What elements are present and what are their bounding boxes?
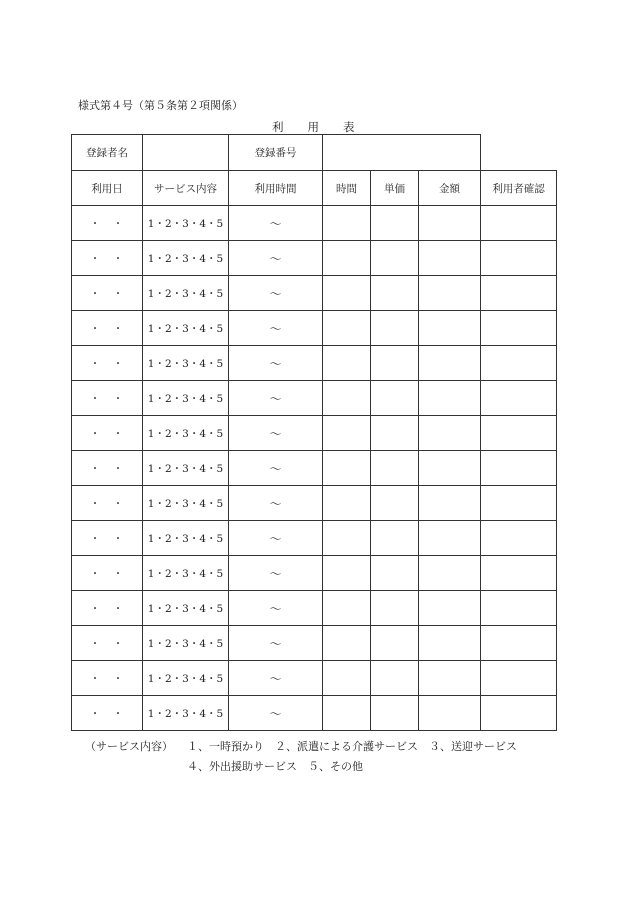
form-number: 様式第４号（第５条第２項関係） [78, 99, 243, 112]
usage-table [71, 134, 557, 731]
header-amount: 金額 [419, 171, 481, 206]
hours-cell[interactable] [323, 661, 371, 696]
table-row [72, 486, 557, 521]
hours-cell[interactable] [323, 276, 371, 311]
hours-cell[interactable] [323, 381, 371, 416]
usage-time-cell[interactable]: ～ [229, 696, 323, 731]
usage-date-cell[interactable]: ・ ・ [72, 241, 143, 276]
user-confirmation-cell[interactable] [481, 696, 557, 731]
unit-price-cell[interactable] [371, 626, 419, 661]
usage-date-cell[interactable]: ・ ・ [72, 486, 143, 521]
unit-price-cell[interactable] [371, 311, 419, 346]
unit-price-cell[interactable] [371, 381, 419, 416]
usage-date-cell[interactable]: ・ ・ [72, 346, 143, 381]
amount-cell[interactable] [419, 451, 481, 486]
hours-cell[interactable] [323, 311, 371, 346]
unit-price-cell[interactable] [371, 521, 419, 556]
service-content-cell[interactable]: 1・2・3・4・5 [143, 661, 229, 696]
amount-cell[interactable] [419, 626, 481, 661]
amount-cell[interactable] [419, 311, 481, 346]
service-content-cell[interactable]: 1・2・3・4・5 [143, 276, 229, 311]
table-row [72, 206, 557, 241]
amount-cell[interactable] [419, 521, 481, 556]
hours-cell[interactable] [323, 451, 371, 486]
user-confirmation-cell[interactable] [481, 311, 557, 346]
amount-cell[interactable] [419, 276, 481, 311]
user-confirmation-cell[interactable] [481, 206, 557, 241]
usage-date-cell[interactable]: ・ ・ [72, 276, 143, 311]
header-user-confirmation: 利用者確認 [481, 171, 557, 206]
usage-date-cell[interactable]: ・ ・ [72, 451, 143, 486]
unit-price-cell[interactable] [371, 241, 419, 276]
service-content-cell[interactable]: 1・2・3・4・5 [143, 311, 229, 346]
header-usage-time: 利用時間 [229, 171, 323, 206]
registration-row [72, 135, 557, 171]
unit-price-cell[interactable] [371, 696, 419, 731]
usage-time-cell[interactable]: ～ [229, 381, 323, 416]
user-confirmation-cell[interactable] [481, 556, 557, 591]
usage-time-cell[interactable]: ～ [229, 346, 323, 381]
table-row [72, 521, 557, 556]
usage-time-cell[interactable]: ～ [229, 206, 323, 241]
hours-cell[interactable] [323, 591, 371, 626]
table-row [72, 451, 557, 486]
service-content-cell[interactable]: 1・2・3・4・5 [143, 696, 229, 731]
unit-price-cell[interactable] [371, 416, 419, 451]
unit-price-cell[interactable] [371, 661, 419, 696]
hours-cell[interactable] [323, 556, 371, 591]
service-note-label: （サービス内容） [85, 740, 173, 753]
user-confirmation-cell[interactable] [481, 591, 557, 626]
usage-time-cell[interactable]: ～ [229, 311, 323, 346]
usage-time-cell[interactable]: ～ [229, 241, 323, 276]
usage-time-cell[interactable]: ～ [229, 661, 323, 696]
service-content-cell[interactable]: 1・2・3・4・5 [143, 416, 229, 451]
service-content-cell[interactable]: 1・2・3・4・5 [143, 591, 229, 626]
usage-date-cell[interactable]: ・ ・ [72, 626, 143, 661]
usage-time-cell[interactable]: ～ [229, 591, 323, 626]
usage-time-cell[interactable]: ～ [229, 556, 323, 591]
amount-cell[interactable] [419, 206, 481, 241]
user-confirmation-cell[interactable] [481, 276, 557, 311]
registration-number-label: 登録番号 [229, 135, 323, 171]
header-usage-date: 利用日 [72, 171, 143, 206]
table-row [72, 661, 557, 696]
service-content-cell[interactable]: 1・2・3・4・5 [143, 486, 229, 521]
registration-number-field[interactable] [323, 135, 481, 171]
usage-date-cell[interactable]: ・ ・ [72, 661, 143, 696]
service-content-cell[interactable]: 1・2・3・4・5 [143, 206, 229, 241]
usage-date-cell[interactable]: ・ ・ [72, 416, 143, 451]
unit-price-cell[interactable] [371, 591, 419, 626]
unit-price-cell[interactable] [371, 276, 419, 311]
user-confirmation-cell[interactable] [481, 346, 557, 381]
user-confirmation-cell[interactable] [481, 486, 557, 521]
unit-price-cell[interactable] [371, 556, 419, 591]
hours-cell[interactable] [323, 486, 371, 521]
hours-cell[interactable] [323, 696, 371, 731]
header-service-content: サービス内容 [143, 171, 229, 206]
table-row [72, 381, 557, 416]
usage-time-cell[interactable]: ～ [229, 451, 323, 486]
usage-date-cell[interactable]: ・ ・ [72, 206, 143, 241]
unit-price-cell[interactable] [371, 346, 419, 381]
user-confirmation-cell[interactable] [481, 626, 557, 661]
unit-price-cell[interactable] [371, 451, 419, 486]
amount-cell[interactable] [419, 241, 481, 276]
registrant-name-label: 登録者名 [72, 135, 143, 171]
table-row [72, 276, 557, 311]
blank-cell [481, 135, 557, 171]
table-row [72, 591, 557, 626]
service-content-cell[interactable]: 1・2・3・4・5 [143, 626, 229, 661]
usage-date-cell[interactable]: ・ ・ [72, 521, 143, 556]
unit-price-cell[interactable] [371, 206, 419, 241]
registrant-name-field[interactable] [143, 135, 229, 171]
service-note-line-2: ４、外出援助サービス ５、その他 [187, 760, 363, 773]
usage-date-cell[interactable]: ・ ・ [72, 556, 143, 591]
service-content-cell[interactable]: 1・2・3・4・5 [143, 241, 229, 276]
user-confirmation-cell[interactable] [481, 241, 557, 276]
hours-cell[interactable] [323, 416, 371, 451]
hours-cell[interactable] [323, 346, 371, 381]
amount-cell[interactable] [419, 381, 481, 416]
user-confirmation-cell[interactable] [481, 661, 557, 696]
user-confirmation-cell[interactable] [481, 381, 557, 416]
hours-cell[interactable] [323, 206, 371, 241]
hours-cell[interactable] [323, 521, 371, 556]
amount-cell[interactable] [419, 346, 481, 381]
table-row [72, 346, 557, 381]
user-confirmation-cell[interactable] [481, 416, 557, 451]
usage-date-cell[interactable]: ・ ・ [72, 591, 143, 626]
header-unit-price: 単価 [371, 171, 419, 206]
service-content-cell[interactable]: 1・2・3・4・5 [143, 521, 229, 556]
amount-cell[interactable] [419, 486, 481, 521]
amount-cell[interactable] [419, 556, 481, 591]
service-content-cell[interactable]: 1・2・3・4・5 [143, 451, 229, 486]
amount-cell[interactable] [419, 696, 481, 731]
service-content-cell[interactable]: 1・2・3・4・5 [143, 381, 229, 416]
service-note-line-1: １、一時預かり ２、派遣による介護サービス ３、送迎サービス [187, 740, 517, 753]
usage-time-cell[interactable]: ～ [229, 521, 323, 556]
usage-date-cell[interactable]: ・ ・ [72, 696, 143, 731]
amount-cell[interactable] [419, 416, 481, 451]
table-row [72, 416, 557, 451]
unit-price-cell[interactable] [371, 486, 419, 521]
service-content-cell[interactable]: 1・2・3・4・5 [143, 346, 229, 381]
form-title: 利用表 [272, 120, 379, 134]
hours-cell[interactable] [323, 241, 371, 276]
table-row [72, 556, 557, 591]
usage-time-cell[interactable]: ～ [229, 416, 323, 451]
amount-cell[interactable] [419, 661, 481, 696]
usage-time-cell[interactable]: ～ [229, 276, 323, 311]
table-row [72, 311, 557, 346]
header-hours: 時間 [323, 171, 371, 206]
hours-cell[interactable] [323, 626, 371, 661]
user-confirmation-cell[interactable] [481, 521, 557, 556]
usage-date-cell[interactable]: ・ ・ [72, 311, 143, 346]
usage-date-cell[interactable]: ・ ・ [72, 381, 143, 416]
amount-cell[interactable] [419, 591, 481, 626]
header-row [72, 171, 557, 206]
table-row [72, 626, 557, 661]
user-confirmation-cell[interactable] [481, 451, 557, 486]
service-content-cell[interactable]: 1・2・3・4・5 [143, 556, 229, 591]
table-row [72, 696, 557, 731]
usage-time-cell[interactable]: ～ [229, 626, 323, 661]
table-row [72, 241, 557, 276]
usage-time-cell[interactable]: ～ [229, 486, 323, 521]
